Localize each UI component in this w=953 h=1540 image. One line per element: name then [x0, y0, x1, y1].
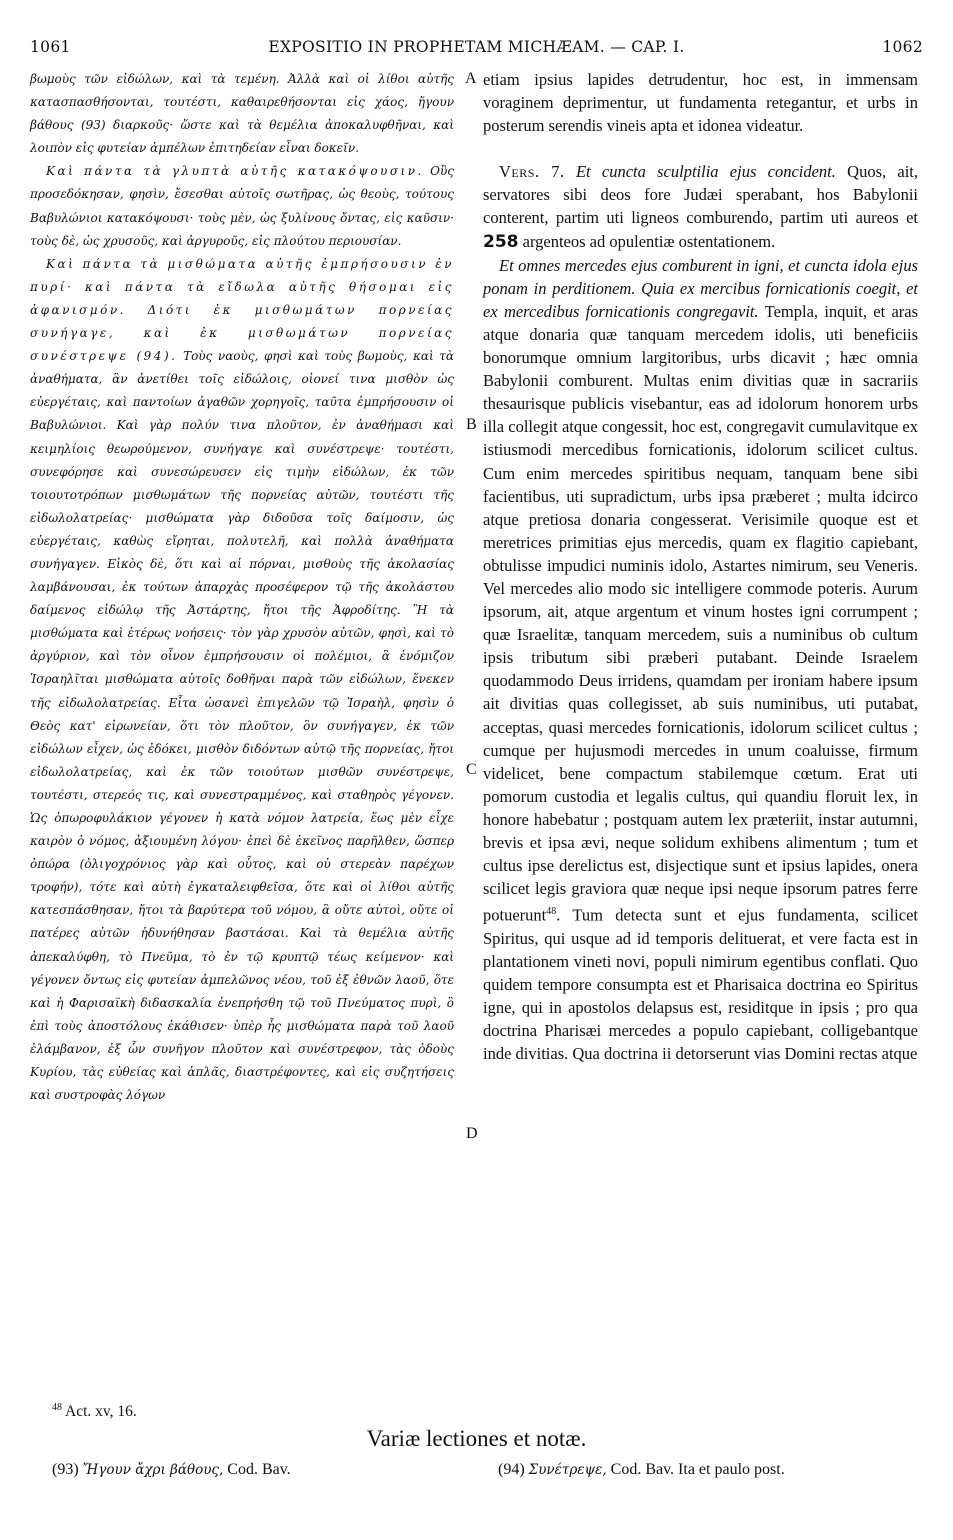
note-number: (93)	[52, 1461, 79, 1478]
greek-paragraph	[30, 160, 454, 252]
latin-lemma: Et cuncta sculptilia ejus concident.	[575, 162, 836, 182]
latin-commentary: Templa, inquit, et aras atque donaria quæ tanquam mercedem idolis, uti beneficiis bonorumque omnium largitoribus, urbs dicavit ; hæc omnia Babylonii comburent. Multas enim divitias quæ in sacrariis thesaurisque publicis visebantur, eas ad idolorum honorem urbs illa collegit atque congessit, hoc est, congregavit cumulavitque ex istiusmodi mercedibus fornicationis, idolorum scilicet cultus. Cum enim mercedes spiritibus nequam, tanquam bene sibi facientibus, uti supradictum, urbs ipsa præberet ; multa idcirco atque pretiosa donaria congesserat. Verisimile quoque est et meretrices primitias ejus mercedis, quam ex flagitio capiebant, obtulisse impudici numinis idolo, Astartes nimirum, seu Veneris. Vel mercedes alio modo sic intelligere commode poteris. Aurum ipsorum, ait, atque argentum et vinum hostes igni corrumpent ; quæ Israelitæ, tanquam mercedem, suis a numinibus ob cultum ipsis tributum sibi præberi putabant. Deinde Israelem quodammodo Deus irridens, quamdam per ironiam habere ipsum ait divitias quas collegisset, ab suis numinibus, uti putabat, acceptas, quasi mercedes fornicationis, idolorum scilicet cultus ; cumque per hujusmodi mercedes in unum coaluisse, firmum videlicet, bene compactum stabilemque cœtum. Erat uti pomorum custodia et legalis cultus, qui quandiu floruit lex, in honore habebatur ; postquam autem lex præteriit, instar autumni, brevis et ipsa ævi, neque solidum exhibens alimentum ; tum et cultus ipse derelictus est, disjectique sunt et ipsius lapides, onera scilicet legis graviora quæ neque ipsi neque ipsorum patres ferre potuerunt	[483, 301, 919, 925]
latin-commentary: Quos, ait, servatores sibi deos fore Judæi sperabant, hos Babylonii conterent, partim uti ligneos comburendo, partim uti aureos et	[483, 162, 918, 228]
note-93	[52, 1461, 291, 1479]
margin-mark-c: C	[466, 761, 477, 778]
latin-paragraph	[483, 254, 918, 1066]
margin-mark-b: B	[466, 416, 477, 433]
note-94	[498, 1461, 785, 1479]
footnote	[52, 1402, 137, 1421]
latin-commentary: argenteos ad opulentiæ ostentationem.	[522, 231, 776, 251]
note-greek: Ἤγουν ἄχρι βάθους,	[82, 1462, 224, 1478]
footnote-ref: 48	[546, 906, 557, 918]
page-number-right: 1062	[882, 38, 923, 56]
greek-lemma: Καὶ πάντα τὰ γλυπτὰ αὐτῆς κατακόψουσιν.	[46, 164, 424, 179]
notes-title: Variæ lectiones et notæ.	[366, 1426, 587, 1451]
note-greek: Συνέτρεψε,	[528, 1462, 607, 1478]
greek-commentary: Τοὺς ναοὺς, φησὶ καὶ τοὺς βωμοὺς, καὶ τὰ ἀναθήματα, ἃν ἀνετίθει τοῖς εἰδώλοις, οἱονεί τινα μισθὸν ὡς εὐεργέταις, καὶ παντοίων ἀγαθῶν χορηγοῖς, ταῦτα ἐμπρήσουσιν οἱ Βαβυλώνιοι. Καὶ γὰρ πολύν τινα πλοῦτον, ἐν ἀναθήμασι καὶ κειμηλίοις θεωρούμενον, συνήγαγε καὶ συνέστρεψε· τουτέστι, συνεφόρησε καὶ συνεσώρευσεν εἰς τιμὴν εἰδώλων, ἐκ τῶν τοιουτοτρόπων μισθωμάτων τῆς πορνείας αὐτῶν, τουτέστι τῆς εἰδωλολατρείας· μισθώματα γὰρ διδοῦσα τοῖς δαίμοσιν, ὡς εὐεργέταις, καθὼς εἴρηται, πολυτελῆ, καὶ πολλὰ ἀναθήματα συνήγαγεν. Εἰκὸς δὲ, ὅτι καὶ αἱ πόρναι, μισθοὺς τῆς ἀκολασίας λαμβάνουσαι, ἐκ τούτων ἀπαρχὰς προσέφερον τῷ τῆς ἀκολάστου δαίμενος εἰδώλῳ τῆς Ἀστάρτης, ἤτοι τῆς Ἀφροδίτης. Ἢ τὰ μισθώματα καὶ ἑτέρως νοήσεις· τὸν γὰρ χρυσὸν αὐτῶν, φησὶ, καὶ τὸ ἀργύριον, καὶ τὸν οἶνον ἐμπρήσουσιν οἱ πολέμιοι, ἃ ἐνόμιζον Ἰσραηλῖται μισθώματα αὐτοῖς δοθῆναι παρὰ τῶν εἰδώλων, ἕνεκεν τῆς εἰδωλολατρείας. Εἶτα ὡσανεὶ ἐπιγελῶν τῷ Ἰσραὴλ, φησὶν ὁ Θεὸς κατ' εἰρωνείαν, ὅτι τὸν πλοῦτον, ὃν συνήγαγεν, ἐκ τῶν εἰδώλων εἶχεν, ὡς ἐδόκει, μισθὸν διδόντων αὐτῷ τῆς πορνείας, ἤτοι εἰδωλολατρείας, καὶ ἐκ τῶν τοιούτων μισθῶν συνέστρεψε, τουτέστι, στερεός τις, καὶ συνεστραμμένος, καὶ σταθηρὸς γέγονεν. Ὡς ὀπωροφυλάκιον γέγονεν ἡ κατὰ νόμον λατρεία, ἕως μὲν εἶχε καιρὸν ὁ νόμος, ἀξιουμένη λόγου· ἐπεὶ δὲ ἐκεῖνος παρῆλθεν, ὥσπερ ὀπώρα (ὀλιγοχρόνιος γὰρ καὶ οὗτος, καὶ οὐ στερεὰν παρέχων τροφήν), τότε καὶ αὐτὴ ἐγκαταλειφθεῖσα, ὅτε καὶ οἱ λίθοι αὐτῆς κατεσπάσθησαν, ἤτοι τὰ βαρύτερα τοῦ νόμου, ἃ οὔτε αὐτοὶ, οὔτε οἱ πατέρες αὐτῶν ἠδυνήθησαν βαστάσαι. Καὶ τὰ θεμέλια αὐτῆς ἀπεκαλύφθη, τὸ Πνεῦμα, τὸ ἐν τῷ κρυπτῷ τέως κείμενον· καὶ γέγονεν ὄντως εἰς φυτείαν ἀμπελῶνος νέου, τοῦ ἐξ ἐθνῶν λαοῦ, ὅτε καὶ ἡ Φαρισαϊκὴ διδασκαλία ἐνεπρήσθη τῷ τοῦ Πνεύματος πυρὶ, ὃ ἐπὶ τοὺς ἀποστόλους ἐκάθισεν· ὑπὲρ ἧς μισθώματα παρὰ τοῦ λαοῦ ἐλάμβανον, ἐξ ὧν συνῆγον πλοῦτον καὶ συνέστρεφον, τὰς ὁδοὺς Κυρίου, τὰς εὐθείας καὶ ἁπλᾶς, διαστρέφοντες, καὶ εἰς συζητήσεις καὶ συστροφὰς λόγων	[30, 349, 454, 1103]
latin-paragraph	[483, 160, 918, 253]
footnote-number: 48	[52, 1402, 62, 1413]
latin-lemma: Et omnes mercedes ejus comburent in igni, et cuncta idola ejus ponam in perditionem. Quia ex mercibus fornicationis coegit, et ex mercedibus fornicationis congregavit.	[483, 255, 918, 321]
margin-mark-d: D	[466, 1125, 478, 1142]
running-title: EXPOSITIO IN PROPHETAM MICHÆAM. — CAP. I.	[268, 38, 685, 56]
latin-column	[483, 68, 918, 1065]
note-number: (94)	[498, 1461, 525, 1478]
greek-paragraph: βωμοὺς τῶν εἰδώλων, καὶ τὰ τεμένη. Ἀλλὰ καὶ οἱ λίθοι αὐτῆς κατασπασθήσονται, τουτέστι, καθαιρεθήσονται εἰς χάος, ἤγουν βάθους (93) διαρκοῦς· ὥστε καὶ τὰ θεμέλια ἀποκαλυφθῆναι, καὶ λοιπὸν εἰς φυτείαν ἀμπέλων ἐπιτηδείαν εἶναι δοκεῖν.	[30, 72, 454, 156]
paragraph-gap	[483, 137, 918, 160]
verse-label: Vers. 7.	[499, 162, 565, 182]
margin-mark-a: A	[465, 70, 477, 87]
greek-commentary: Οὓς προσεδόκησαν, φησὶν, ἔσεσθαι αὐτοῖς σωτῆρας, ὡς θεοὺς, τούτους Βαβυλώνιοι κατακόψουσι· τοὺς μὲν, ὡς ξυλίνους ὄντας, εἰς καῦσιν· τοὺς δὲ, ὡς χρυσοῦς, καὶ ἀργυροῦς, εἰς πλούτου περιουσίαν.	[30, 164, 454, 248]
latin-commentary: . Tum detecta sunt et ejus fundamenta, scilicet Spiritus, qui usque ad id temporis delituerat, et vere facta est in plantationem vineti novi, populi nimirum egentibus conflati. Quo quidem tempore consumpta est et Pharisaica doctrina eo Spiritus igne, qui in apostolos delapsus est, residitque in ipsis ; pro qua doctrina Pharisæi mercedes a populo capiebant, colligebantque inde divitias. Qua doctrina ii detorserunt vias Domini rectas atque	[483, 905, 918, 1064]
footnote-text: Act. xv, 16.	[65, 1403, 137, 1421]
page-header	[30, 38, 923, 62]
latin-paragraph: etiam ipsius lapides detrudentur, hoc est, in immensam voraginem deprimentur, ut fundamenta retegantur, et urbs in posterum serendis vineis apta et idonea videatur.	[483, 70, 918, 136]
greek-column	[30, 68, 454, 1107]
note-source: Cod. Bav. Ita et paulo post.	[610, 1461, 785, 1478]
greek-lemma: Καὶ πάντα τὰ μισθώματα αὐτῆς ἐμπρήσουσιν ἐν πυρί· καὶ πάντα τὰ εἴδωλα αὐτῆς θήσομαι εἰς ἀφανισμόν. Διότι ἐκ μισθωμάτων πορνείας συνήγαγε, καὶ ἐκ μισθωμάτων πορνείας συνέστρεψε (94).	[30, 256, 454, 364]
note-source: Cod. Bav.	[227, 1461, 291, 1478]
column-number: 258	[483, 231, 519, 252]
page-number-left: 1061	[30, 38, 71, 56]
greek-paragraph	[30, 253, 454, 1107]
